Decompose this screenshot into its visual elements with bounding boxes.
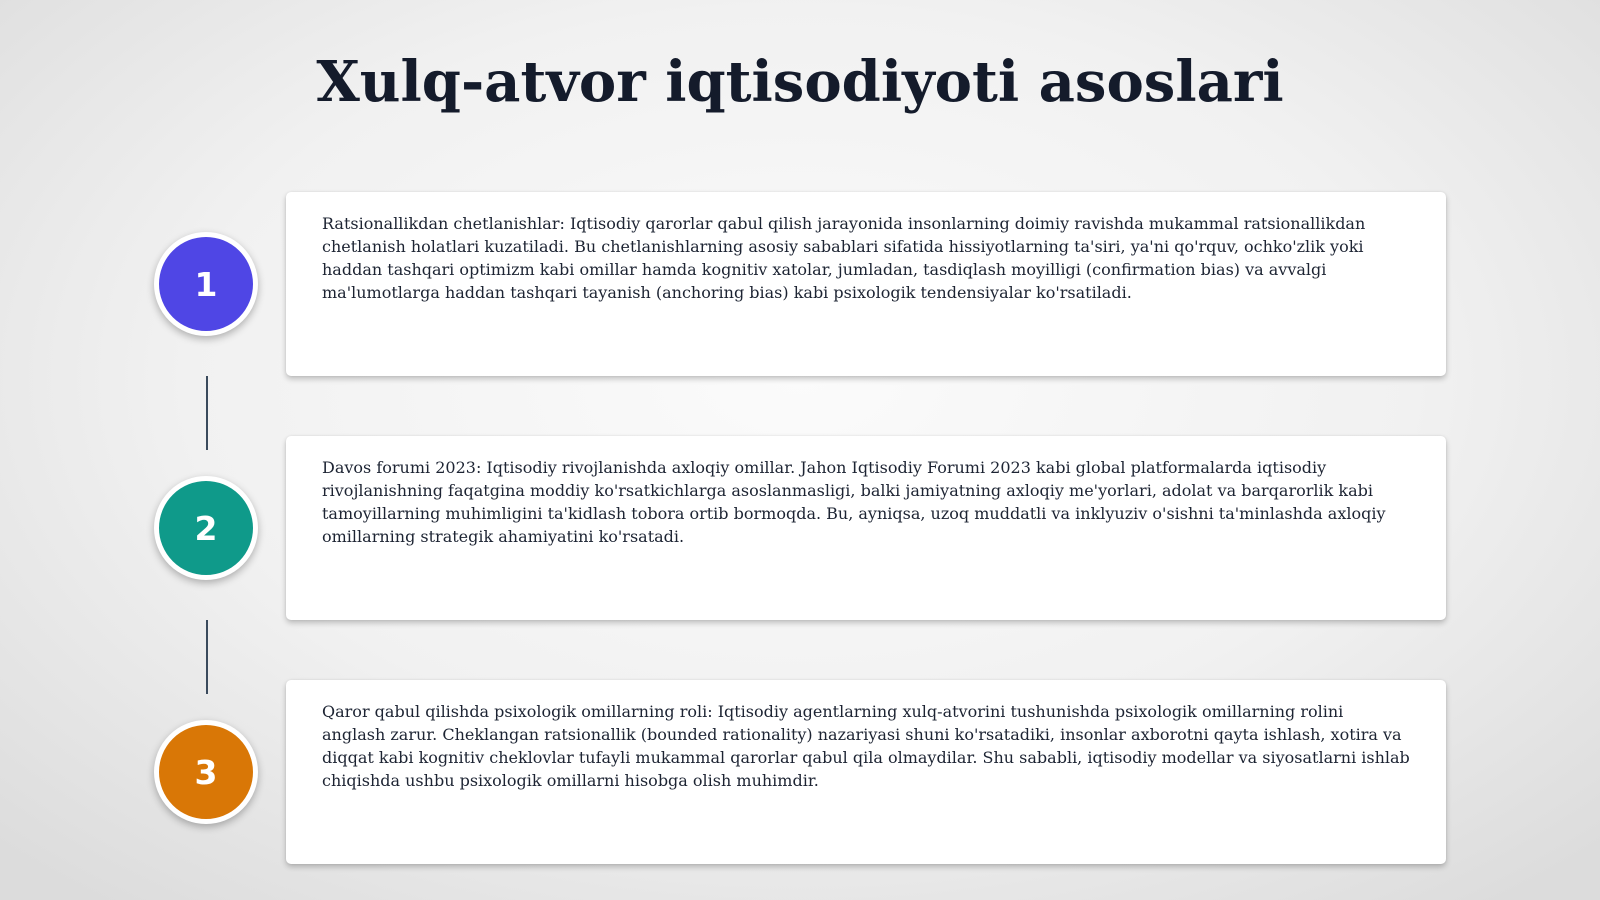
step-number-badge: 1: [154, 232, 258, 336]
timeline-step-3: [0, 680, 1600, 864]
step-description: Davos forumi 2023: Iqtisodiy rivojlanishda axloqiy omillar. Jahon Iqtisodiy Forumi 2023 kabi global platformalarda iqtisodiy rivojlanishning faqatgina moddiy ko'rsatkichlarga asoslanmasligi, balki jamiyatning axloqiy me'yorlari, adolat va barqarorlik kabi tamoyillarning muhimligini ta'kidlash tobora ortib bormoqda. Bu, ayniqsa, uzoq muddatli va inklyuziv o'sishni ta'minlashda axloqiy omillarning strategik ahamiyatini ko'rsatadi.: [322, 458, 1386, 546]
timeline-step-2: [0, 436, 1600, 620]
slide-title: Xulq-atvor iqtisodiyoti asoslari: [316, 49, 1284, 115]
step-card: [286, 680, 1446, 864]
step-number-badge: 2: [154, 476, 258, 580]
timeline-step-1: [0, 192, 1600, 376]
step-card: [286, 192, 1446, 376]
step-description: Ratsionallikdan chetlanishlar: Iqtisodiy qarorlar qabul qilish jarayonida insonlarning doimiy ravishda mukammal ratsionallikdan chetlanish holatlari kuzatiladi. Bu chetlanishlarning asosiy sabablari sifatida hissiyotlarning ta'siri, ya'ni qo'rquv, ochko'zlik yoki haddan tashqari optimizm kabi omillar hamda kognitiv xatolar, jumladan, tasdiqlash moyilligi (confirmation bias) va avvalgi ma'lumotlarga haddan tashqari tayanish (anchoring bias) kabi psixologik tendensiyalar ko'rsatiladi.: [322, 214, 1366, 302]
step-description: Qaror qabul qilishda psixologik omillarning roli: Iqtisodiy agentlarning xulq-atvorini tushunishda psixologik omillarning rolini anglash zarur. Cheklangan ratsionallik (bounded rationality) nazariyasi shuni ko'rsatadiki, insonlar axborotni qayta ishlash, xotira va diqqat kabi kognitiv cheklovlar tufayli mukammal qarorlar qabul qila olmaydilar. Shu sababli, iqtisodiy modellar va siyosatlarni ishlab chiqishda ushbu psixologik omillarni hisobga olish muhimdir.: [322, 702, 1410, 790]
step-number-badge: 3: [154, 720, 258, 824]
step-card: [286, 436, 1446, 620]
